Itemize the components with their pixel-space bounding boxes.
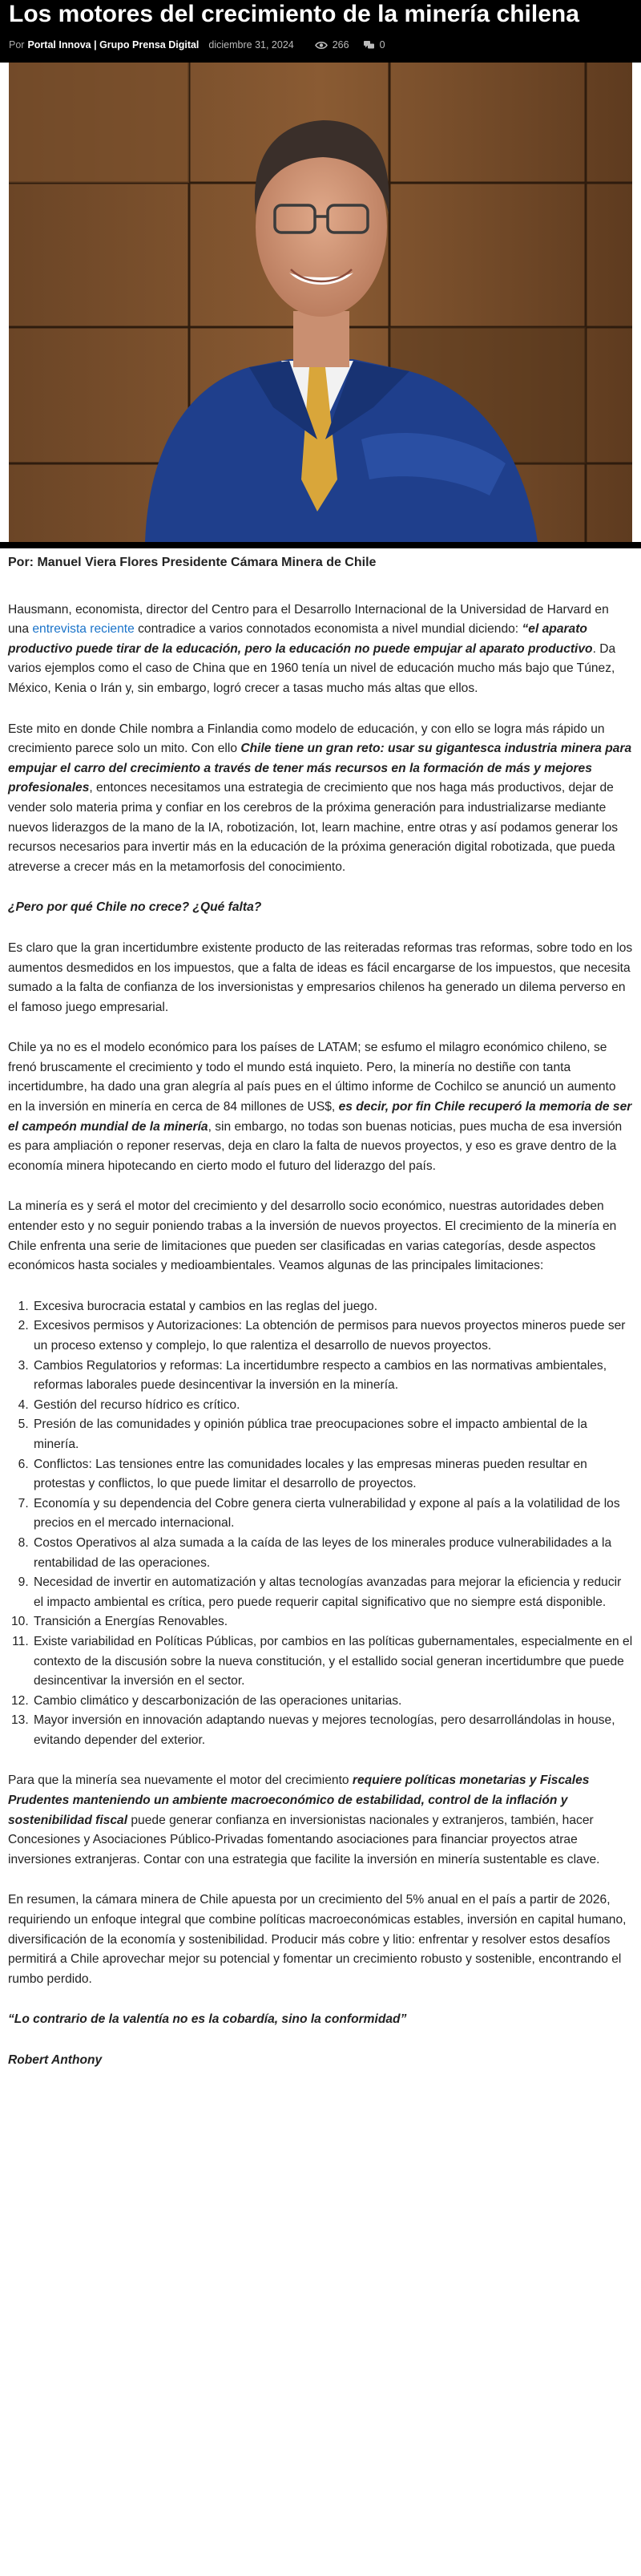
quote-author: Robert Anthony [8, 2053, 103, 2067]
p6-text-c: puede generar confianza en inversionistas nacionales y extranjeros, también, hacer Concesiones y Asociaciones Público-Privadas fomentando asociaciones para financiar proyectos atrae inversiones extranjeras. Contar con una estrategia que facilite la inversión en minería sustentable es clave. [8, 1813, 600, 1866]
list-item: 9. Necesidad de invertir en automatización y altas tecnologías avanzadas para mejorar la eficiencia y reducir el impacto ambiental es crítica, pero puede requerir capital significativo que no siempre está disponible. [32, 1573, 633, 1612]
views-count [315, 39, 349, 51]
list-item: 4. Gestión del recurso hídrico es crítico. [32, 1396, 633, 1416]
paragraph-5: La minería es y será el motor del crecimiento y del desarrollo socio económico, nuestras autoridades deben entender esto y no seguir poniendo trabas a la inversión de nuevos proyectos. El crecimiento de la minería en Chile enfrenta una serie de limitaciones que pueden ser clasificadas en varias categorías, desde aspectos económicos hasta sociales y medioambientales. Veamos algunas de las principales limitaciones: [8, 1199, 617, 1273]
list-item: 8. Costos Operativos al alza sumada a la caída de las leyes de los minerales produce vulnerabilidades a la rentabilidad de las operaciones. [32, 1534, 633, 1573]
paragraph-7: En resumen, la cámara minera de Chile apuesta por un crecimiento del 5% anual en el país a partir de 2026, requiriendo un enfoque integral que combine políticas macroeconómicas estables, inversión en capital humano, diversificación de la economía y sostenibilidad. Producir más cobre y litio: enfrentar y resolver estos desafíos permitirá a Chile aprovechar mejor su potencial y fomentar un crecimiento robusto y sostenible, encontrando el rumbo perdido. [8, 1893, 627, 1986]
interview-link[interactable]: entrevista reciente [32, 622, 135, 637]
post-meta [9, 37, 385, 53]
p1-text-a: Hausmann, economista, director del Centro para el Desarrollo Internacional de la Universidad de Harvard en una [8, 602, 609, 637]
comments-value: 0 [379, 39, 385, 51]
p2-text-a: Este mito en donde Chile nombra a Finlandia como modelo de educación, y con ello se logra más rápido un crecimiento parece solo un mito. Con ello [8, 722, 605, 756]
p2-text-c: , entonces necesitamos una estrategia de crecimiento que nos haga más productivos, dejar de vender solo materia prima y confiar en los cerebros de la próxima generación para industrializarse mediante nuevos liderazgos de la mano de la IA, robotización, Iot, learn machine, entre otras y así podamos generar los recursos necesarios para invertir más en la educación de la próxima generación digital robotizada, que pueda atreverse a crecer más en la metamorfosis del conocimiento. [8, 781, 619, 874]
views-value: 266 [332, 39, 349, 51]
portrait-photo [9, 63, 632, 542]
limitations-list [8, 1297, 633, 1751]
list-item: 6. Conflictos: Las tensiones entre las comunidades locales y las empresas mineras pueden resultar en protestas y conflictos, lo que puede limitar el desarrollo de proyectos. [32, 1455, 633, 1494]
p6-text-a: Para que la minería sea nuevamente el motor del crecimiento [8, 1773, 353, 1788]
list-item: 1. Excesiva burocracia estatal y cambios en las reglas del juego. [32, 1297, 633, 1317]
paragraph-3: Es claro que la gran incertidumbre existente producto de las reiteradas reformas tras reformas, sobre todo en los aumentos desmedidos en los impuestos, que a falta de ideas es fácil encargarse de los impuestos, que necesita sumado a la falta de confianza de los inversionistas y empresarios chilenos ha generado un dilema perverso en el famoso juego empresarial. [8, 940, 633, 1014]
author-link[interactable]: Portal Innova | Grupo Prensa Digital [27, 39, 200, 51]
post-date: diciembre 31, 2024 [208, 39, 294, 51]
list-item: 11. Existe variabilidad en Políticas Públicas, por cambios en las políticas gubernamentales, especialmente en el contexto de la discusión sobre la nueva constitución, y el estallido social generan incertidumbre que puede desincentivar la inversión en el sector. [32, 1632, 633, 1692]
p4-text-a: Chile ya no es el modelo económico para los países de LATAM; se esfumo el milagro económico chileno, se frenó bruscamente el crecimiento y todo el mundo está inquieto. Pero, la minería no destiñe con tanta incertidumbre, ha dado una gran alegría al país pues en el último informe de Cochilco se anunció un aumento en la inversión en minería en cerca de 84 millones de US$, [8, 1041, 616, 1114]
list-item: 13. Mayor inversión en innovación adaptando nuevas y mejores tecnologías, pero desarrollándolas in house, evitando depender del exterior. [32, 1711, 633, 1750]
p2-emphasis: Chile tiene un gran reto: usar su gigantesca industria minera para empujar el carro del crecimiento a través de tener más recursos en la formación de más y mejores profesionales [8, 742, 632, 795]
p4-text-c: , sin embargo, no todas son buenas noticias, pues mucha de esa inversión es para ampliación o reponer reservas, deja en claro la falta de nuevos proyectos, y eso es grave dentro de la economía minera hipotecando en cierto modo el futuro del liderazgo del país. [8, 1119, 623, 1173]
paragraph-4 [8, 1038, 633, 1176]
photo-frame [0, 542, 641, 548]
list-item: 3. Cambios Regulatorios y reformas: La incertidumbre respecto a cambios en las normativas ambientales, reformas laborales puede desincentivar la inversión en la minería. [32, 1357, 633, 1396]
page-title: Los motores del crecimiento de la minería chilena [9, 1, 579, 27]
list-item: 7. Economía y su dependencia del Cobre genera cierta vulnerabilidad y expone al país a la volatilidad de los precios en el mercado internacional. [32, 1494, 633, 1534]
list-item: 5. Presión de las comunidades y opinión pública trae preocupaciones sobre el impacto ambiental de la minería. [32, 1415, 633, 1454]
p1-text-b: contradice a varios connotados economista a nivel mundial diciendo: [134, 622, 522, 637]
comments-count[interactable] [364, 39, 385, 51]
comments-icon [364, 41, 375, 50]
byline: Por: Manuel Viera Flores Presidente Cámara Minera de Chile [8, 556, 377, 569]
p4-emphasis: es decir, por fin Chile recuperó la memoria de ser el campeón mundial de la minería [8, 1100, 632, 1134]
paragraph-1 [8, 601, 633, 699]
closing-quote: “Lo contrario de la valentía no es la cobardía, sino la conformidad” [8, 2012, 407, 2027]
article-body [8, 553, 633, 2092]
p6-emphasis: requiere políticas monetarias y Fiscales Prudentes manteniendo un ambiente macroeconómico de estabilidad, control de la inflación y sostenibilidad fiscal [8, 1773, 590, 1827]
p1-emphasis: “el aparato productivo puede tirar de la educación, pero la educación no puede empujar al aparato productivo [8, 622, 593, 656]
p1-text-c: . Da varios ejemplos como el caso de China que en 1960 tenía un nivel de educación mucho más bajo que Túnez, México, Kenia o Irán y, sin embargo, logró crecer a tasas mucho más altas que ellos. [8, 641, 616, 695]
paragraph-6 [8, 1771, 633, 1870]
by-label: Por [9, 39, 25, 51]
paragraph-2 [8, 720, 633, 878]
featured-photo [9, 63, 632, 542]
list-item: 2. Excesivos permisos y Autorizaciones: La obtención de permisos para nuevos proyectos mineros puede ser un proceso extenso y complejo, lo que ralentiza el desarrollo de nuevos proyectos. [32, 1316, 633, 1356]
eye-icon [315, 41, 328, 50]
article-header [0, 0, 641, 63]
section-heading: ¿Pero por qué Chile no crece? ¿Qué falta? [8, 900, 262, 915]
list-item: 12. Cambio climático y descarbonización de las operaciones unitarias. [32, 1692, 633, 1712]
list-item: 10. Transición a Energías Renovables. [32, 1612, 633, 1632]
